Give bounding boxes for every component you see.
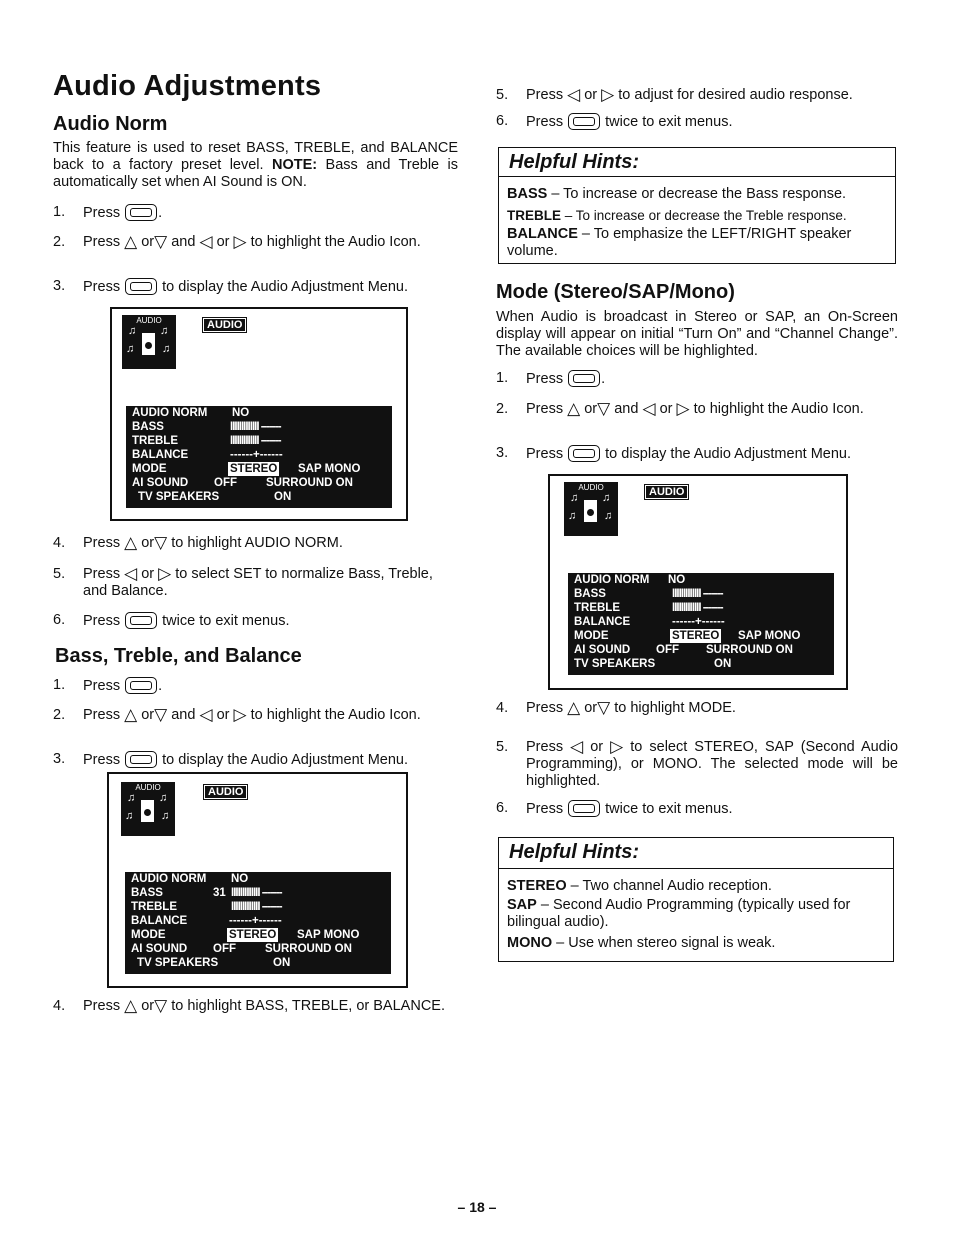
- ch-up-icon: △: [124, 232, 138, 251]
- list-item: 4. Press △ or▽ to highlight AUDIO NORM.: [53, 533, 343, 552]
- vol-right-icon: ▷: [158, 564, 172, 583]
- vol-right-icon: ▷: [233, 705, 247, 724]
- mode-intro: When Audio is broadcast in Stereo or SAP, an On-Screen display will appear on initial “Turn On” and “Channel Change”. The available choices will be highlighted.: [496, 309, 898, 359]
- page-number: – 18 –: [457, 1199, 497, 1215]
- ch-up-icon: △: [124, 705, 138, 724]
- audio-norm-intro: This feature is used to reset BASS, TREBLE, and BALANCE back to a factory preset level. NOTE: Bass and Treble is automatically set when AI Sound is ON.: [53, 140, 459, 190]
- audio-icon: AUDIO ♫ ♫ ♫ ♫: [121, 782, 175, 836]
- action-button-icon: [568, 113, 600, 130]
- vol-right-icon: ▷: [610, 737, 624, 756]
- vol-right-icon: ▷: [601, 85, 615, 104]
- hint-line: BALANCE – To emphasize the LEFT/RIGHT speaker volume.: [507, 226, 852, 259]
- hints-title: Helpful Hints:: [509, 841, 639, 863]
- helpful-hints-box: [498, 147, 896, 264]
- list-item: 5. Press ◁ or ▷ to select STEREO, SAP (Second Audio Programming), or MONO. The selected mode will be highlighted.: [496, 737, 899, 789]
- list-item: 3. Press to display the Audio Adjustment Menu.: [53, 751, 408, 768]
- hints-title: Helpful Hints:: [509, 151, 639, 173]
- action-button-icon: [125, 751, 157, 768]
- ch-down-icon: ▽: [154, 232, 168, 251]
- vol-right-icon: ▷: [676, 399, 690, 418]
- list-item: 1. Press .: [53, 677, 163, 694]
- hint-line: STEREO – Two channel Audio reception.: [507, 878, 772, 894]
- list-item: 5. Press ◁ or ▷ to select SET to normalize Bass, Treble, and Balance.: [53, 564, 433, 599]
- audio-icon: AUDIO ♫ ♫ ♫ ♫: [122, 315, 176, 369]
- ch-down-icon: ▽: [597, 698, 611, 717]
- action-button-icon: [125, 278, 157, 295]
- vol-left-icon: ◁: [570, 737, 584, 756]
- action-button-icon: [568, 800, 600, 817]
- ch-up-icon: △: [124, 533, 138, 552]
- page-title: Audio Adjustments: [53, 70, 322, 102]
- list-item: 6. Press twice to exit menus.: [496, 800, 733, 817]
- audio-menu: AUDIO NORM NO BASS 31 IIIIIIIIIIIII ------- TREBLE IIIIIIIIIIIII ------- BALANCE ------+------ MODE STEREO SAP MONO AI SOUND OFF SURROUND ON TV SPEAKERS ON: [125, 872, 391, 974]
- list-item: 3. Press to display the Audio Adjustment Menu.: [53, 278, 408, 295]
- list-item: 2. Press △ or▽ and ◁ or ▷ to highlight the Audio Icon.: [496, 399, 864, 418]
- vol-left-icon: ◁: [567, 85, 581, 104]
- ch-up-icon: △: [124, 996, 138, 1015]
- audio-menu: AUDIO NORM NO BASS IIIIIIIIIIIII ------- TREBLE IIIIIIIIIIIII ------- BALANCE ------+------ MODE STEREO SAP MONO AI SOUND OFF SURROUND ON TV SPEAKERS ON: [568, 573, 834, 675]
- vol-left-icon: ◁: [642, 399, 656, 418]
- helpful-hints-box: [498, 837, 894, 962]
- action-button-icon: [568, 445, 600, 462]
- list-item: 3. Press to display the Audio Adjustment Menu.: [496, 445, 851, 462]
- list-item: 6. Press twice to exit menus.: [53, 612, 290, 629]
- vol-left-icon: ◁: [124, 564, 138, 583]
- audio-tag: AUDIO: [203, 784, 248, 800]
- list-item: 6. Press twice to exit menus.: [496, 113, 733, 130]
- action-button-icon: [568, 370, 600, 387]
- list-item: 4. Press △ or▽ to highlight BASS, TREBLE, or BALANCE.: [53, 996, 445, 1015]
- vol-right-icon: ▷: [233, 232, 247, 251]
- vol-left-icon: ◁: [199, 705, 213, 724]
- ch-up-icon: △: [567, 399, 581, 418]
- list-item: 1. Press .: [53, 204, 163, 221]
- ch-down-icon: ▽: [154, 533, 168, 552]
- hint-line: TREBLE – To increase or decrease the Treble response.: [507, 208, 847, 223]
- audio-tag: AUDIO: [644, 484, 689, 500]
- ch-up-icon: △: [567, 698, 581, 717]
- bass-treble-heading: Bass, Treble, and Balance: [55, 645, 302, 667]
- ch-down-icon: ▽: [154, 705, 168, 724]
- action-button-icon: [125, 204, 157, 221]
- list-item: 2. Press △ or▽ and ◁ or ▷ to highlight the Audio Icon.: [53, 705, 421, 724]
- action-button-icon: [125, 677, 157, 694]
- osd-screen: [110, 307, 408, 521]
- list-item: 2. Press △ or▽ and ◁ or ▷ to highlight the Audio Icon.: [53, 232, 421, 251]
- osd-screen: [548, 474, 848, 690]
- vol-left-icon: ◁: [199, 232, 213, 251]
- hint-line: SAP – Second Audio Programming (typically used for bilingual audio).: [507, 897, 851, 930]
- list-item: 4. Press △ or▽ to highlight MODE.: [496, 698, 736, 717]
- audio-icon: AUDIO ♫ ♫ ♫ ♫: [564, 482, 618, 536]
- audio-norm-heading: Audio Norm: [53, 113, 168, 135]
- hint-line: BASS – To increase or decrease the Bass response.: [507, 186, 847, 202]
- osd-screen: [107, 772, 408, 988]
- mode-heading: Mode (Stereo/SAP/Mono): [496, 281, 735, 303]
- action-button-icon: [125, 612, 157, 629]
- hint-line: MONO – Use when stereo signal is weak.: [507, 935, 776, 951]
- audio-tag: AUDIO: [202, 317, 247, 333]
- audio-menu: AUDIO NORM NO BASS IIIIIIIIIIIII ------- TREBLE IIIIIIIIIIIII ------- BALANCE ------+------ MODE STEREO SAP MONO AI SOUND OFF SURROUND ON TV SPEAKERS ON: [126, 406, 392, 508]
- ch-down-icon: ▽: [597, 399, 611, 418]
- ch-down-icon: ▽: [154, 996, 168, 1015]
- list-item: 5. Press ◁ or ▷ to adjust for desired audio response.: [496, 85, 853, 104]
- list-item: 1. Press .: [496, 370, 606, 387]
